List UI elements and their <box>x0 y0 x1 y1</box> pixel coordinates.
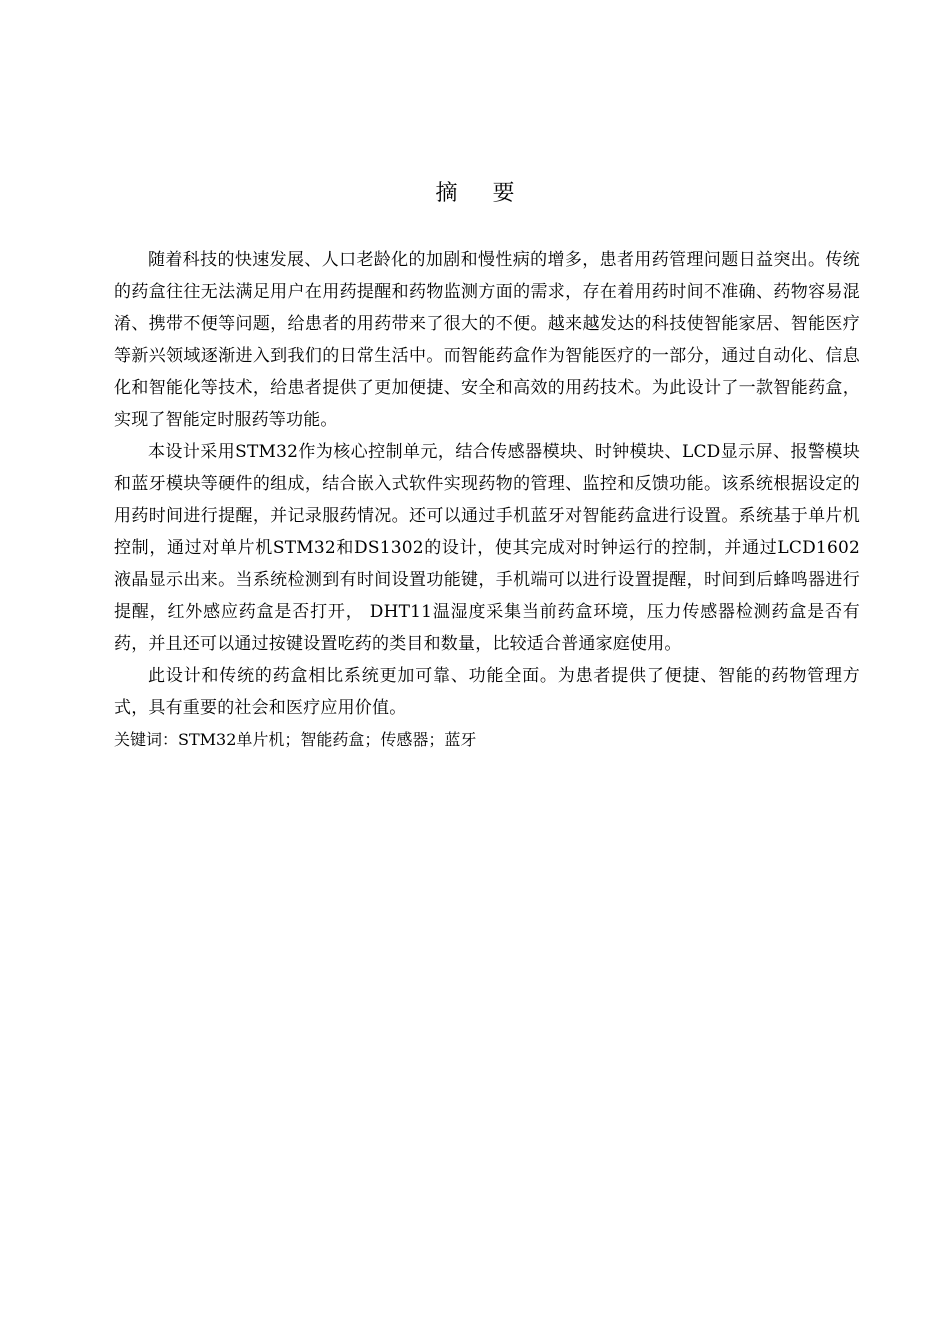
keywords-line <box>114 724 860 756</box>
page-title: 摘 要 <box>435 181 529 206</box>
keywords-label: 关键词： <box>114 730 179 749</box>
abstract-body <box>114 244 860 756</box>
abstract-paragraph-2: 本设计采用STM32作为核心控制单元，结合传感器模块、时钟模块、LCD显示屏、报警模块和蓝牙模块等硬件的组成，结合嵌入式软件实现药物的管理、监控和反馈功能。该系统根据设定的用药时间进行提醒，并记录服药情况。还可以通过手机蓝牙对智能药盒进行设置。系统基于单片机控制，通过对单片机STM32和DS1302的设计，使其完成对时钟运行的控制，并通过LCD1602液晶显示出来。当系统检测到有时间设置功能键，手机端可以进行设置提醒，时间到后蜂鸣器进行提醒，红外感应药盒是否打开， DHT11温湿度采集当前药盒环境，压力传感器检测药盒是否有药，并且还可以通过按键设置吃药的类目和数量，比较适合普通家庭使用。 <box>114 442 860 654</box>
abstract-paragraph-1: 随着科技的快速发展、人口老龄化的加剧和慢性病的增多，患者用药管理问题日益突出。传统的药盒往往无法满足用户在用药提醒和药物监测方面的需求，存在着用药时间不准确、药物容易混淆、携带不便等问题，给患者的用药带来了很大的不便。越来越发达的科技使智能家居、智能医疗等新兴领域逐渐进入到我们的日常生活中。而智能药盒作为智能医疗的一部分，通过自动化、信息化和智能化等技术，给患者提供了更加便捷、安全和高效的用药技术。为此设计了一款智能药盒，实现了智能定时服药等功能。 <box>114 250 860 430</box>
keywords-text: STM32单片机；智能药盒；传感器；蓝牙 <box>178 730 477 749</box>
abstract-paragraph-3: 此设计和传统的药盒相比系统更加可靠、功能全面。为患者提供了便捷、智能的药物管理方式，具有重要的社会和医疗应用价值。 <box>114 666 860 718</box>
